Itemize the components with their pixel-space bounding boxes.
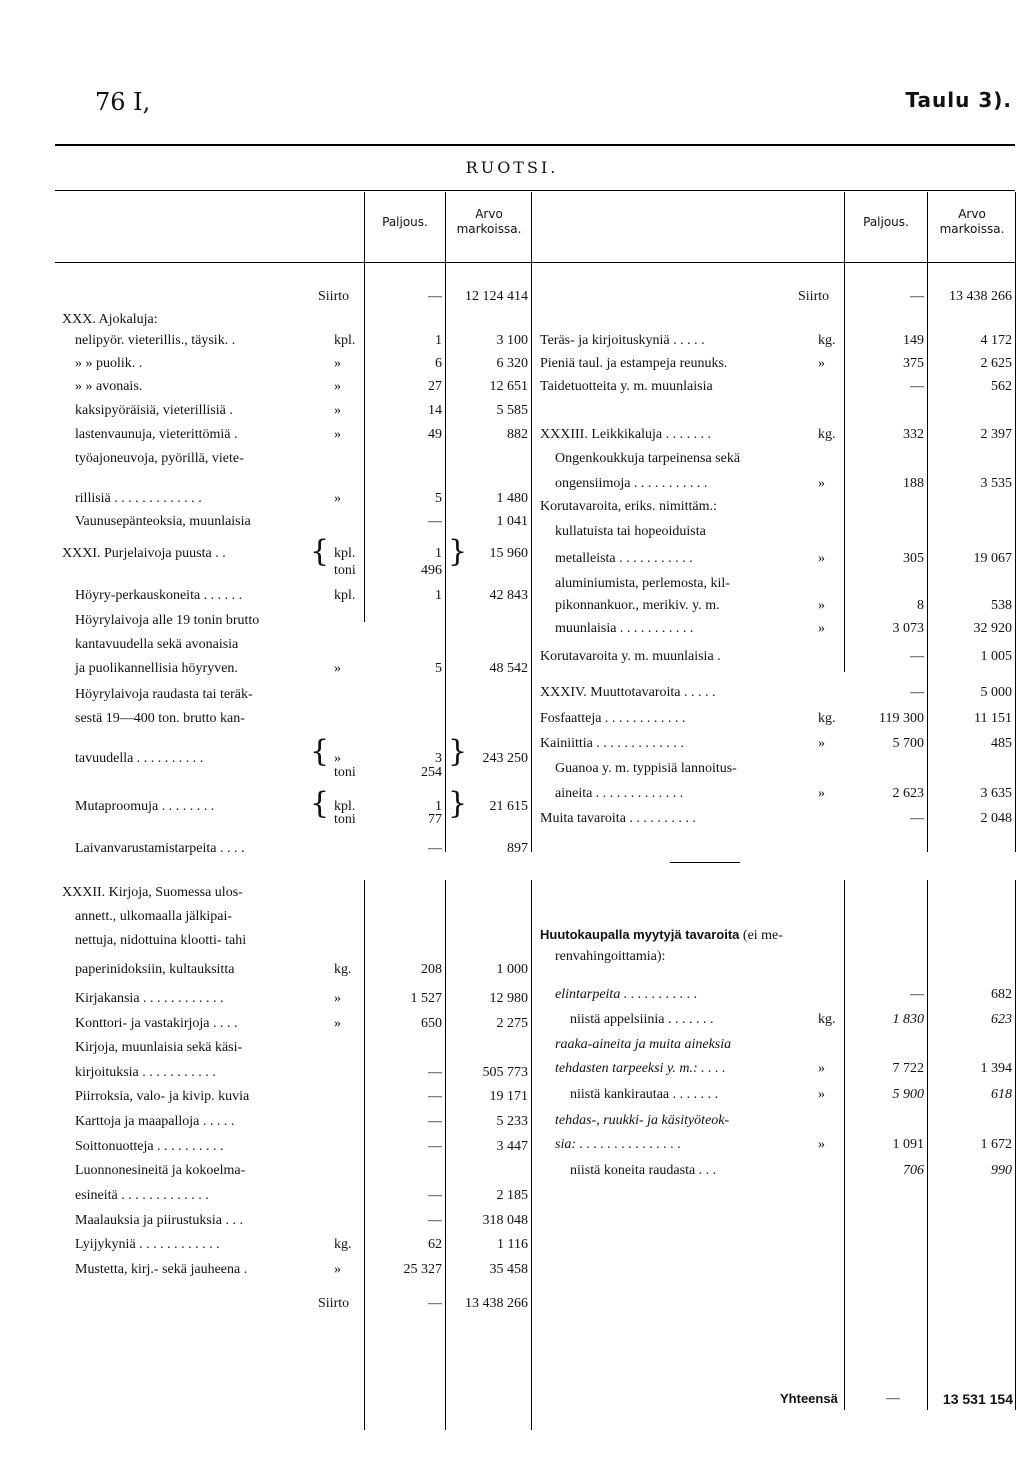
page-number: 76 I,: [95, 88, 151, 116]
row-label: » » avonais.: [75, 379, 143, 394]
quantity-cell: —: [428, 1139, 442, 1154]
col-arvo-right-1: Arvo: [958, 207, 986, 221]
col-arvo-right-2: markoissa.: [939, 222, 1005, 236]
row-label: esineitä . . . . . . . . . . . . .: [75, 1188, 209, 1203]
value-cell: 243 250: [482, 751, 528, 766]
row-label: niistä kankirautaa . . . . . . .: [570, 1087, 719, 1102]
value-cell: 623: [991, 1012, 1012, 1027]
vrule-l3b: [531, 880, 532, 1430]
value-cell: 3 447: [496, 1139, 528, 1154]
value-cell: 19 171: [489, 1089, 528, 1104]
value-cell: 1 672: [980, 1137, 1012, 1152]
value-cell: 3 100: [496, 333, 528, 348]
value-cell: 485: [991, 736, 1012, 751]
value-cell: 32 920: [973, 621, 1012, 636]
row-label: ongensiimoja . . . . . . . . . . .: [555, 476, 708, 491]
col-arvo-left-1: Arvo: [475, 207, 503, 221]
brace-1r: }: [448, 534, 468, 569]
row-label: Soittonuotteja . . . . . . . . . .: [75, 1139, 224, 1154]
unit-label: »: [334, 661, 341, 676]
value-cell: 538: [991, 598, 1012, 613]
quantity-cell: —: [428, 1188, 442, 1203]
quantity-cell: —: [910, 379, 924, 394]
quantity-cell: 305: [903, 551, 924, 566]
row-label: annett., ulkomaalla jälkipai-: [75, 909, 233, 924]
quantity-cell: 14: [428, 403, 442, 418]
vrule-r1b: [844, 880, 845, 1410]
value-cell: 12 651: [489, 379, 528, 394]
row-label: Vaunusepänteoksia, muunlaisia: [75, 514, 251, 529]
unit-label: »: [334, 379, 341, 394]
unit-label: »: [818, 1137, 825, 1152]
unit-label: »: [334, 1262, 341, 1277]
vrule-r3: [1015, 192, 1016, 852]
row-label: rillisiä . . . . . . . . . . . . .: [75, 491, 202, 506]
value-cell: 6 320: [496, 356, 528, 371]
unit-label: toni: [334, 812, 356, 827]
row-label: aluminiumista, perlemosta, kil-: [555, 576, 730, 591]
quantity-cell: —: [428, 1065, 442, 1080]
quantity-cell: —: [428, 289, 442, 304]
row-label: Pieniä taul. ja estampeja reunuks.: [540, 356, 728, 371]
row-label: elintarpeita . . . . . . . . . . .: [555, 987, 698, 1002]
unit-label: kg.: [818, 333, 836, 348]
row-label: Taidetuotteita y. m. muunlaisia: [540, 379, 713, 394]
auction-title-rest: (ei me-: [742, 928, 783, 943]
auction-title-bold: Huutokaupalla myytyjä tavaroita: [540, 927, 740, 942]
quantity-cell: 1: [435, 333, 442, 348]
value-cell: 12 980: [489, 991, 528, 1006]
row-label: Kirjoja, muunlaisia sekä käsi-: [75, 1040, 243, 1055]
siirto-label: Siirto: [798, 289, 830, 304]
quantity-cell: —: [428, 514, 442, 529]
unit-label: »: [818, 621, 825, 636]
row-label: Muita tavaroita . . . . . . . . . .: [540, 811, 696, 826]
value-cell: 2 048: [980, 811, 1012, 826]
value-cell: 2 275: [496, 1016, 528, 1031]
quantity-cell: 5 700: [892, 736, 924, 751]
unit-label: »: [334, 1016, 341, 1031]
unit-label: »: [818, 551, 825, 566]
row-label: kantavuudella sekä avonaisia: [75, 637, 239, 652]
unit-label: »: [818, 1087, 825, 1102]
quantity-cell: 8: [917, 598, 924, 613]
unit-label: »: [818, 356, 825, 371]
value-cell: 15 960: [489, 546, 528, 561]
vrule-l2: [445, 192, 446, 852]
total-label: Yhteensä: [780, 1391, 838, 1406]
value-cell: 2 185: [496, 1188, 528, 1203]
quantity-cell: 1: [435, 588, 442, 603]
row-label: Maalauksia ja piirustuksia . . .: [75, 1213, 243, 1228]
unit-label: kpl.: [334, 588, 356, 603]
value-cell: 42 843: [489, 588, 528, 603]
quantity-cell: 7 722: [892, 1061, 924, 1076]
unit-label: kpl.: [334, 333, 356, 348]
row-label: niistä koneita raudasta . . .: [570, 1163, 717, 1178]
row-label: Piirroksia, valo- ja kivip. kuvia: [75, 1089, 250, 1104]
unit-label: »: [818, 1061, 825, 1076]
row-label: raaka-aineita ja muita aineksia: [555, 1037, 732, 1052]
auction-title: [540, 926, 783, 945]
vrule-l1b: [364, 880, 365, 1430]
value-cell: 1 116: [497, 1237, 528, 1252]
row-label: ja puolikannellisia höyryven.: [75, 661, 238, 676]
quantity-cell: 188: [903, 476, 924, 491]
row-label: sia: . . . . . . . . . . . . . . .: [555, 1137, 681, 1152]
brace-2: {: [310, 734, 330, 769]
quantity-cell: 119 300: [879, 711, 924, 726]
row-label: Kainiittia . . . . . . . . . . . . .: [540, 736, 684, 751]
top-rule: [55, 144, 1015, 146]
vrule-l2b: [445, 880, 446, 1430]
value-cell: 4 172: [980, 333, 1012, 348]
row-label: pikonnankuor., merikiv. y. m.: [555, 598, 720, 613]
unit-label: »: [334, 356, 341, 371]
row-label: XXXIV. Muuttotavaroita . . . . .: [540, 685, 716, 700]
row-label: Mustetta, kirj.- sekä jauheena .: [75, 1262, 248, 1277]
unit-label: toni: [334, 765, 356, 780]
quantity-cell: 5 900: [892, 1087, 924, 1102]
quantity-cell: 5: [435, 661, 442, 676]
brace-3r: }: [448, 786, 468, 821]
row-label: kirjoituksia . . . . . . . . . . .: [75, 1065, 216, 1080]
col-paljous-right: Paljous.: [863, 215, 909, 229]
row-label: metalleista . . . . . . . . . . .: [555, 551, 693, 566]
total-quantity: —: [886, 1391, 900, 1406]
row-label: XXXII. Kirjoja, Suomessa ulos-: [62, 885, 243, 900]
value-cell: 505 773: [482, 1065, 528, 1080]
unit-label: kg.: [818, 1012, 836, 1027]
value-cell: 1 041: [496, 514, 528, 529]
row-label: sestä 19—400 ton. brutto kan-: [75, 711, 245, 726]
row-label: tavuudella . . . . . . . . . .: [75, 751, 204, 766]
quantity-cell: 149: [903, 333, 924, 348]
value-cell: 1 005: [980, 649, 1012, 664]
unit-label: »: [334, 991, 341, 1006]
vrule-r1: [844, 192, 845, 672]
row-label: » » puolik. .: [75, 356, 143, 371]
row-label: Lyijykyniä . . . . . . . . . . . .: [75, 1237, 220, 1252]
col-arvo-left-2: markoissa.: [456, 222, 522, 236]
quantity-cell: 5: [435, 491, 442, 506]
unit-label: kg.: [334, 962, 352, 977]
row-label: Fosfaatteja . . . . . . . . . . . .: [540, 711, 686, 726]
header-rule-top: [55, 190, 1015, 191]
row-label: aineita . . . . . . . . . . . . .: [555, 786, 684, 801]
unit-label: kg.: [818, 711, 836, 726]
quantity-cell: 1 527: [410, 991, 442, 1006]
section-separator: [670, 862, 740, 863]
value-cell: 2 625: [980, 356, 1012, 371]
vrule-l3: [531, 192, 532, 852]
vrule-r3b: [1015, 880, 1016, 1410]
quantity-cell: 1: [435, 799, 442, 814]
row-label: Guanoa y. m. typpisiä lannoitus-: [555, 761, 737, 776]
row-label: tehdas-, ruukki- ja käsityöteok-: [555, 1113, 730, 1128]
value-cell: 882: [507, 427, 528, 442]
unit-label: toni: [334, 563, 356, 578]
row-label: Kirjakansia . . . . . . . . . . . .: [75, 991, 224, 1006]
row-label: Mutaproomuja . . . . . . . .: [75, 799, 215, 814]
quantity-cell: —: [428, 1114, 442, 1129]
row-label: Laivanvarustamistarpeita . . . .: [75, 841, 245, 856]
quantity-cell: —: [910, 811, 924, 826]
row-label: kaksipyöräisiä, vieterillisiä .: [75, 403, 233, 418]
value-cell: 48 542: [489, 661, 528, 676]
unit-label: »: [818, 476, 825, 491]
col-arvo-left: [446, 207, 532, 237]
quantity-cell: 375: [903, 356, 924, 371]
unit-label: kpl.: [334, 799, 356, 814]
value-cell: 1 394: [980, 1061, 1012, 1076]
value-cell: 5 000: [980, 685, 1012, 700]
value-cell: 12 124 414: [465, 289, 528, 304]
vrule-r2b: [927, 880, 928, 1410]
row-label: XXXI. Purjelaivoja puusta . .: [62, 546, 226, 561]
col-paljous-left: Paljous.: [382, 215, 428, 229]
row-label: nettuja, nidottuina klootti- tahi: [75, 933, 247, 948]
col-arvo-right: [928, 207, 1016, 237]
vrule-r2: [927, 192, 928, 852]
unit-label: kg.: [334, 1237, 352, 1252]
value-cell: 682: [991, 987, 1012, 1002]
quantity-cell: —: [428, 1213, 442, 1228]
siirto-label: Siirto: [318, 1296, 350, 1311]
value-cell: 3 535: [980, 476, 1012, 491]
quantity-cell: 1: [435, 546, 442, 561]
row-label: Karttoja ja maapalloja . . . . .: [75, 1114, 235, 1129]
value-cell: 2 397: [980, 427, 1012, 442]
quantity-cell: 3: [435, 751, 442, 766]
unit-label: kg.: [818, 427, 836, 442]
quantity-cell: —: [910, 987, 924, 1002]
siirto-label: Siirto: [318, 289, 350, 304]
quantity-cell: 77: [428, 812, 442, 827]
row-label: nelipyör. vieterillis., täysik. .: [75, 333, 236, 348]
row-label: lastenvaunuja, vieterittömiä .: [75, 427, 238, 442]
row-label: Höyrylaivoja alle 19 tonin brutto: [75, 613, 260, 628]
row-label: niistä appelsiinia . . . . . . .: [570, 1012, 714, 1027]
row-label: Höyry-perkauskoneita . . . . . .: [75, 588, 243, 603]
value-cell: 5 585: [496, 403, 528, 418]
value-cell: 13 438 266: [465, 1296, 528, 1311]
value-cell: 1 480: [496, 491, 528, 506]
row-label: Teräs- ja kirjoituskyniä . . . . .: [540, 333, 705, 348]
quantity-cell: —: [910, 685, 924, 700]
unit-label: »: [334, 491, 341, 506]
country-title: RUOTSI.: [465, 158, 559, 177]
total-value: 13 531 154: [942, 1391, 1013, 1407]
value-cell: 897: [507, 841, 528, 856]
row-label: Korutavaroita, eriks. nimittäm.:: [540, 499, 717, 514]
header-rule-bottom: [55, 262, 1015, 263]
quantity-cell: 62: [428, 1237, 442, 1252]
value-cell: 318 048: [482, 1213, 528, 1228]
quantity-cell: 650: [421, 1016, 442, 1031]
quantity-cell: 496: [421, 563, 442, 578]
quantity-cell: —: [428, 1089, 442, 1104]
value-cell: 11 151: [974, 711, 1012, 726]
quantity-cell: 6: [435, 356, 442, 371]
quantity-cell: 49: [428, 427, 442, 442]
row-label: paperinidoksiin, kultauksitta: [75, 962, 235, 977]
row-label: työajoneuvoja, pyörillä, viete-: [75, 451, 244, 466]
unit-label: »: [334, 403, 341, 418]
row-label: muunlaisia . . . . . . . . . . .: [555, 621, 694, 636]
quantity-cell: 3 073: [892, 621, 924, 636]
row-label: kullatuista tai hopeoiduista: [555, 524, 706, 539]
quantity-cell: 208: [421, 962, 442, 977]
auction-title-2: renvahingoittamia):: [555, 949, 666, 964]
quantity-cell: 1 830: [892, 1012, 924, 1027]
unit-label: »: [818, 736, 825, 751]
unit-label: »: [818, 598, 825, 613]
row-label: Konttori- ja vastakirjoja . . . .: [75, 1016, 238, 1031]
value-cell: 3 635: [980, 786, 1012, 801]
quantity-cell: —: [428, 841, 442, 856]
brace-1: {: [310, 534, 330, 569]
quantity-cell: 2 623: [892, 786, 924, 801]
value-cell: 1 000: [496, 962, 528, 977]
row-label: Höyrylaivoja raudasta tai teräk-: [75, 687, 253, 702]
quantity-cell: 706: [903, 1163, 924, 1178]
value-cell: 21 615: [489, 799, 528, 814]
brace-2r: }: [448, 734, 468, 769]
value-cell: 5 233: [496, 1114, 528, 1129]
quantity-cell: 1 091: [892, 1137, 924, 1152]
value-cell: 618: [991, 1087, 1012, 1102]
quantity-cell: —: [428, 1296, 442, 1311]
value-cell: 19 067: [973, 551, 1012, 566]
value-cell: 990: [991, 1163, 1012, 1178]
brace-3: {: [310, 786, 330, 821]
row-label: Luonnonesineitä ja kokoelma-: [75, 1163, 246, 1178]
value-cell: 562: [991, 379, 1012, 394]
quantity-cell: 27: [428, 379, 442, 394]
value-cell: 35 458: [489, 1262, 528, 1277]
quantity-cell: 254: [421, 765, 442, 780]
unit-label: »: [334, 427, 341, 442]
table-number: Taulu 3).: [905, 88, 1012, 112]
value-cell: 13 438 266: [949, 289, 1012, 304]
row-label: XXXIII. Leikkikaluja . . . . . . .: [540, 427, 712, 442]
row-label: tehdasten tarpeeksi y. m.: . . . .: [555, 1061, 726, 1076]
quantity-cell: —: [910, 289, 924, 304]
quantity-cell: 332: [903, 427, 924, 442]
unit-label: »: [818, 786, 825, 801]
row-label: XXX. Ajokaluja:: [62, 312, 158, 327]
row-label: Korutavaroita y. m. muunlaisia .: [540, 649, 721, 664]
row-label: Ongenkoukkuja tarpeinensa sekä: [555, 451, 741, 466]
quantity-cell: 25 327: [403, 1262, 442, 1277]
vrule-l1: [364, 192, 365, 622]
unit-label: »: [334, 751, 341, 766]
unit-label: kpl.: [334, 546, 356, 561]
quantity-cell: —: [910, 649, 924, 664]
